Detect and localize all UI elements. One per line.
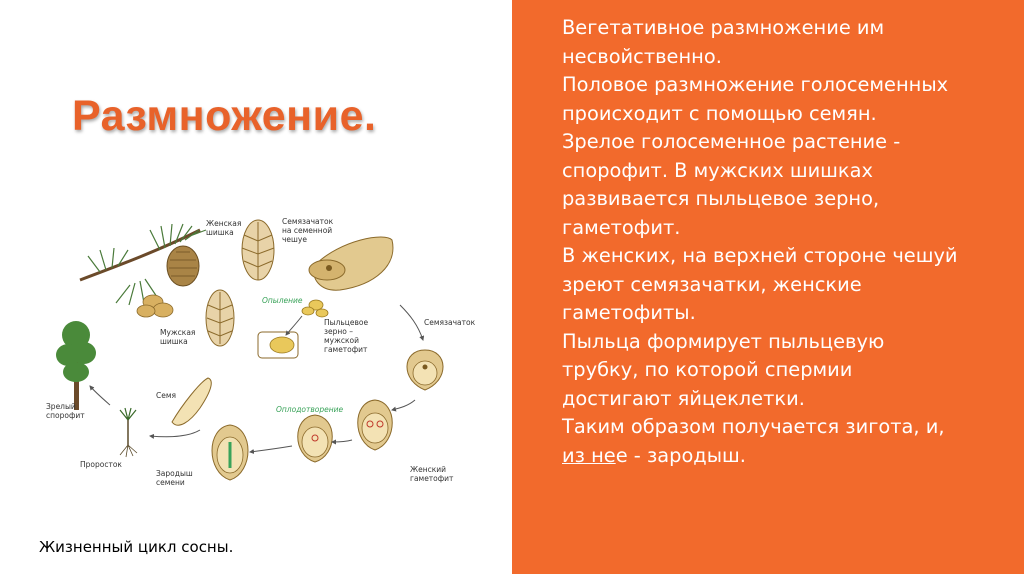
label-male-cone-2: шишка (160, 337, 188, 346)
panel-text (562, 14, 962, 470)
pollen-enlarged-icon (258, 332, 298, 358)
paragraph-female: В женских, на верхней стороне чешуй зреют семязачатки, женские гаметофиты. (562, 244, 958, 324)
slide-title: Размножение. (72, 92, 377, 140)
label-embryo-2: семени (156, 478, 185, 487)
label-mature-1: Зрелый (46, 402, 76, 411)
male-cones-icon (137, 295, 173, 317)
label-female-gametophyte-1: Женский (410, 465, 446, 474)
mature-tree-icon (56, 321, 96, 410)
label-pollen-1: Пыльцевое (324, 318, 369, 327)
label-seed: Семя (156, 391, 177, 400)
zygote-text-underlined: из не (562, 443, 616, 467)
paragraph-sexual: Половое размножение голосеменных происходит с помощью семян. (562, 73, 949, 125)
male-cone-section-icon (206, 290, 234, 346)
pollen-grain-icon (302, 300, 328, 317)
label-male-cone-1: Мужская (160, 328, 196, 337)
zygote-text-after: е - зародыш. (615, 443, 746, 467)
label-mature-2: спорофит (46, 411, 85, 420)
cone-section-icon (242, 220, 274, 280)
ovule-stage-3-icon (298, 415, 333, 462)
seed-icon (172, 378, 211, 425)
paragraph-vegetative: Вегетативное размножение им несвойственно. (562, 16, 885, 68)
label-seedling: Проросток (80, 460, 122, 469)
ovule-stage-1-icon (407, 350, 443, 390)
label-ovule-scale-3: чешуе (282, 235, 307, 244)
label-ovule-scale-2: на семенной (282, 226, 333, 235)
label-ovule-scale-1: Семязачаток (282, 217, 334, 226)
zygote-text-before: Таким образом получается зигота, и, (562, 415, 945, 438)
paragraph-sporophyte: Зрелое голосеменное растение - спорофит. В мужских шишках развивается пыльцевое зерно, гаметофит. (562, 130, 901, 239)
seed-embryo-icon (212, 425, 248, 480)
ovule-scale-icon (309, 237, 393, 290)
label-pollination: Опыление (262, 296, 303, 305)
paragraph-zygote (562, 413, 962, 470)
label-fertilization: Оплодотворение (276, 405, 344, 414)
label-female-cone-2: шишка (206, 228, 234, 237)
label-ovule: Семязачаток (424, 318, 476, 327)
figure-caption: Жизненный цикл сосны. (39, 538, 234, 556)
label-pollen-4: гаметофит (324, 345, 368, 354)
label-female-cone-1: Женская (206, 219, 242, 228)
label-female-gametophyte-2: гаметофит (410, 474, 454, 483)
female-cone-icon (167, 246, 199, 286)
paragraph-pollen: Пыльца формирует пыльцевую трубку, по которой спермии достигают яйцеклетки. (562, 329, 885, 410)
pine-life-cycle-diagram (40, 210, 510, 500)
label-pollen-2: зерно – (324, 327, 353, 336)
label-embryo-1: Зародыш (156, 469, 193, 478)
label-pollen-3: мужской (324, 336, 359, 345)
seedling-icon (120, 408, 137, 457)
ovule-stage-2-icon (358, 400, 393, 450)
